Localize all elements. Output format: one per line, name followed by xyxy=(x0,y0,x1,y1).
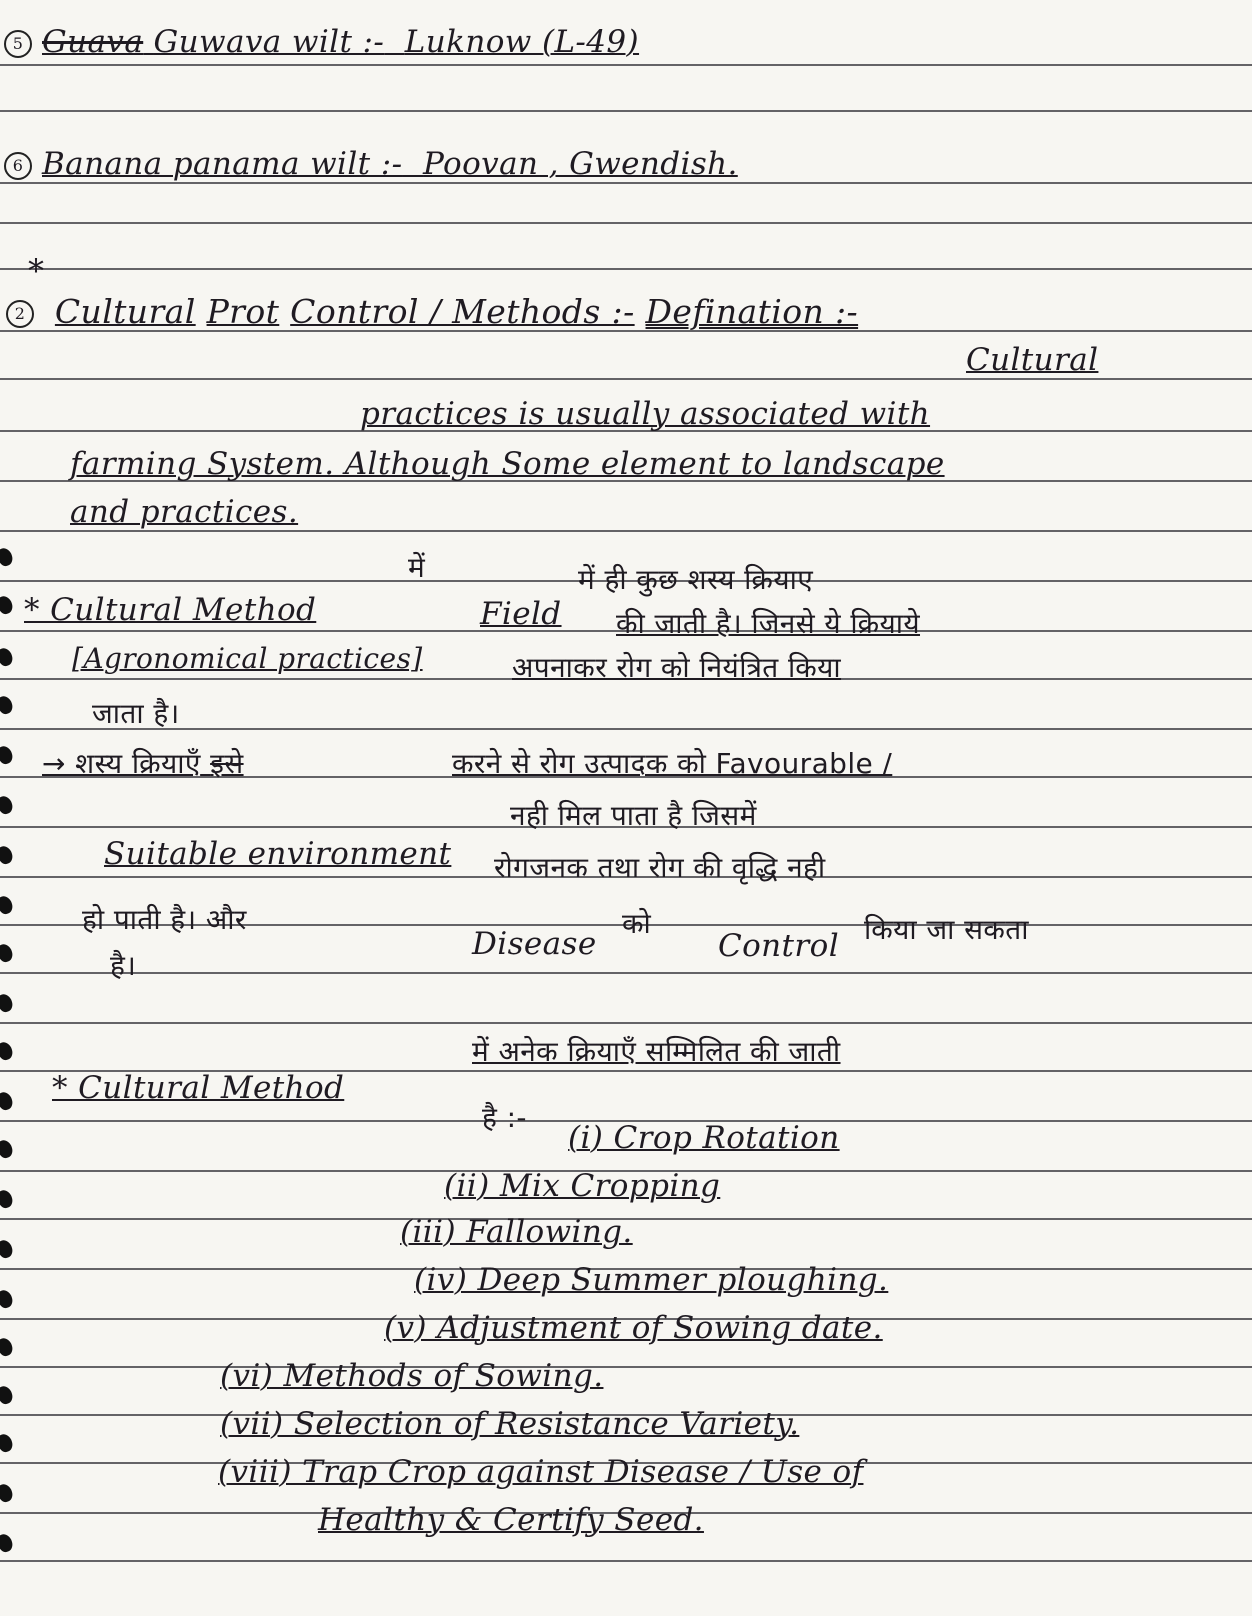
binding-hole xyxy=(0,1288,15,1310)
ruled-line xyxy=(0,110,1252,112)
method-item: (i) Crop Rotation xyxy=(568,1120,840,1156)
definition-line-2: practices is usually associated with xyxy=(360,396,931,432)
heading-struck: Prot xyxy=(206,292,280,331)
ruled-line xyxy=(0,378,1252,380)
binding-hole xyxy=(0,992,15,1014)
binding-hole xyxy=(0,1336,15,1358)
field-word: Field xyxy=(480,596,562,632)
hindi-text: नही मिल पाता है जिसमें xyxy=(510,799,757,832)
method-item: Healthy & Certify Seed. xyxy=(318,1502,704,1538)
ruled-line xyxy=(0,1366,1252,1368)
guava-value: Luknow (L-49) xyxy=(404,24,640,60)
hindi-text: में अनेक क्रियाएँ सम्मिलित की जाती xyxy=(472,1035,841,1068)
banana-value: Poovan , Gwendish. xyxy=(423,146,738,182)
method-item: (iii) Fallowing. xyxy=(400,1214,633,1250)
methods-intro: * Cultural Method xyxy=(52,1070,345,1106)
binding-hole xyxy=(0,1432,15,1454)
definition-line-3: farming System. Although Some element to landscape xyxy=(70,446,945,482)
binding-hole xyxy=(0,1188,15,1210)
hindi-text: करने से रोग उत्पादक को Favourable / xyxy=(452,747,893,780)
hindi-text: है :- xyxy=(482,1101,527,1134)
binding-hole xyxy=(0,1238,15,1260)
binding-hole xyxy=(0,1040,15,1062)
section-number: 2 xyxy=(6,300,34,328)
control-word: Control xyxy=(718,928,840,964)
hindi-text: हो पाती है। और xyxy=(82,903,247,936)
binding-hole xyxy=(0,894,15,916)
suitable-environment: Suitable environment xyxy=(104,836,452,872)
method-item: (iv) Deep Summer ploughing. xyxy=(414,1262,889,1298)
binding-hole xyxy=(0,844,15,866)
hindi-text: → शस्य क्रियाएँ xyxy=(42,747,201,780)
binding-hole xyxy=(0,546,15,568)
binding-hole xyxy=(0,794,15,816)
banana-label: Banana panama wilt :- xyxy=(42,146,403,182)
method-item: (vi) Methods of Sowing. xyxy=(220,1358,604,1394)
ruled-line xyxy=(0,64,1252,66)
hindi-text: में ही कुछ शस्य क्रियाए xyxy=(578,563,814,596)
banana-wilt-line xyxy=(4,146,738,182)
binding-hole xyxy=(0,744,15,766)
definition-line-1: Cultural xyxy=(966,342,1099,378)
hindi-text: को xyxy=(622,907,652,940)
guava-wilt-line xyxy=(4,24,639,60)
disease-word: Disease xyxy=(472,926,597,962)
guava-label: Guwava wilt :- xyxy=(153,24,385,60)
binding-hole xyxy=(0,1384,15,1406)
binding-hole xyxy=(0,942,15,964)
method-item: (v) Adjustment of Sowing date. xyxy=(384,1310,883,1346)
binding-hole xyxy=(0,646,15,668)
hindi-text: की जाती है। जिनसे ये क्रियाये xyxy=(616,607,921,640)
ruled-line xyxy=(0,530,1252,532)
hindi-text: रोगजनक तथा रोग की वृद्धि नही xyxy=(494,851,826,884)
ruled-line xyxy=(0,1022,1252,1024)
binding-hole xyxy=(0,1090,15,1112)
hindi-text: अपनाकर रोग को नियंत्रित किया xyxy=(512,651,842,684)
definition-label: Defination :- xyxy=(645,292,859,331)
section-heading xyxy=(6,252,859,331)
binding-hole xyxy=(0,694,15,716)
struck-word: इसे xyxy=(210,747,244,780)
method-item: (ii) Mix Cropping xyxy=(444,1168,721,1204)
hindi-text: है। xyxy=(110,949,137,982)
agronomical-practices: [Agronomical practices] xyxy=(72,642,423,675)
ruled-line xyxy=(0,728,1252,730)
struck-word: Guava xyxy=(42,24,144,60)
heading-part2: Control / Methods :- xyxy=(290,292,635,331)
item-number: 6 xyxy=(4,152,32,180)
cultural-method-label: * Cultural Method xyxy=(24,592,317,628)
ruled-line xyxy=(0,972,1252,974)
star-mark: * xyxy=(28,252,45,290)
binding-hole xyxy=(0,1532,15,1554)
hindi-text: किया जा सकता xyxy=(864,913,1029,946)
definition-line-4: and practices. xyxy=(70,494,299,530)
ruled-line xyxy=(0,222,1252,224)
method-item: (vii) Selection of Resistance Variety. xyxy=(220,1406,800,1442)
method-item: (viii) Trap Crop against Disease / Use of xyxy=(218,1454,864,1490)
binding-hole xyxy=(0,1482,15,1504)
hindi-text xyxy=(42,744,244,782)
hindi-text: जाता है। xyxy=(92,697,180,730)
item-number: 5 xyxy=(4,30,32,58)
binding-hole xyxy=(0,594,15,616)
ruled-line xyxy=(0,268,1252,270)
cultural-method-line xyxy=(24,592,316,628)
hindi-word: में xyxy=(408,551,426,584)
heading-part1: Cultural xyxy=(54,292,196,331)
binding-hole xyxy=(0,1138,15,1160)
ruled-line xyxy=(0,182,1252,184)
ruled-line xyxy=(0,1560,1252,1562)
